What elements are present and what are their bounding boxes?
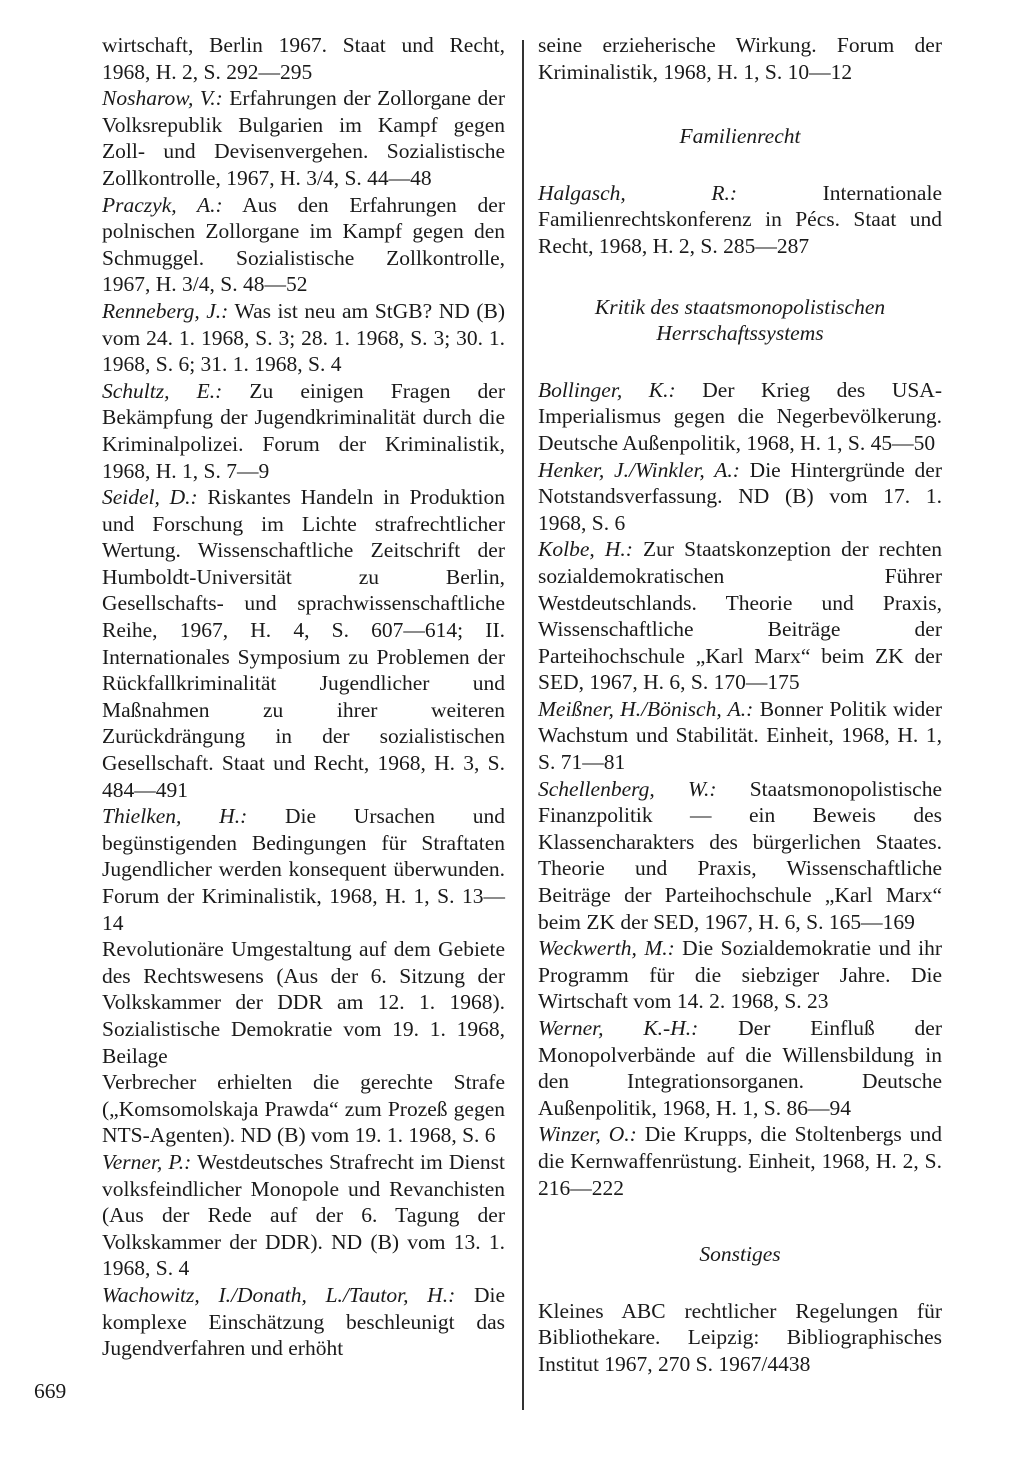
bib-entry: Thielken, H.: Die Ursachen und begünstigenden Bedingungen für Straftaten Jugendlicher werden konsequent überwunden. Forum der Kriminalistik, 1968, H. 1, S. 13—14	[102, 804, 505, 935]
bib-entry: Meißner, H./Bönisch, A.: Bonner Politik wider Wachstum und Stabilität. Einheit, 1968, H. 1, S. 71—81	[538, 696, 943, 775]
bib-entry: Schultz, E.: Zu einigen Fragen der Bekämpfung der Jugendkriminalität durch die Kriminalpolizei. Forum der Kriminalistik, 1968, H. 1, S. 7—9	[102, 378, 506, 483]
bib-entry: Wachowitz, I./Donath, L./Tautor, H.: Die komplexe Einschätzung beschleunigt das Jugendverfahren und erhöht	[102, 1282, 505, 1361]
bib-entry: wirtschaft, Berlin 1967. Staat und Recht, 1968, H. 2, S. 292—295	[102, 33, 505, 84]
bib-entry: Kleines ABC rechtlicher Regelungen für Bibliothekare. Leipzig: Bibliographisches Institut 1967, 270 S. 1967/4438	[538, 1298, 942, 1376]
bib-entry: Schellenberg, W.: Staatsmonopolistische Finanzpolitik — ein Beweis des Klassencharakters des bürgerlichen Staates. Theorie und Praxis, Wissenschaftliche Beiträge der Parteihochschule „Karl Marx“ beim ZK der SED, 1967, H. 6, S. 165—169	[538, 776, 942, 934]
bib-entry: Nosharow, V.: Erfahrungen der Zollorgane der Volksrepublik Bulgarien im Kampf gegen Zoll- und Devisenvergehen. Sozialistische Zollkontrolle, 1967, H. 3/4, S. 44—48	[102, 86, 505, 190]
section-heading-sonstiges: Sonstiges	[699, 1242, 781, 1267]
bib-entry: Winzer, O.: Die Krupps, die Stoltenbergs und die Kernwaffenrüstung. Einheit, 1968, H. 2, S. 216—222	[538, 1122, 943, 1200]
bib-entry: Werner, K.-H.: Der Einfluß der Monopolverbände auf die Willensbildung in den Integrationsorganen. Deutsche Außenpolitik, 1968, H. 1, S. 86—94	[538, 1016, 943, 1120]
section-heading-kritik-line1: Kritik des staatsmonopolistischen	[594, 294, 886, 319]
left-column	[102, 32, 505, 1362]
bib-entry: Revolutionäre Umgestaltung auf dem Gebiete des Rechtswesens (Aus der 6. Sitzung der Volkskammer der DDR am 12. 1. 1968). Sozialistische Demokratie vom 19. 1. 1968, Beilage	[102, 937, 505, 1068]
section-heading-familienrecht: Familienrecht	[679, 124, 801, 149]
bib-entry: Henker, J./Winkler, A.: Die Hintergründe der Notstandsverfassung. ND (B) vom 17. 1. 1968, S. 6	[538, 457, 942, 535]
bib-entry: Kolbe, H.: Zur Staatskonzeption der rechten sozialdemokratischen Führer Westdeutschlands. Theorie und Praxis, Wissenschaftliche Beiträge der Parteihochschule „Karl Marx“ beim ZK der SED, 1967, H. 6, S. 170—175	[538, 537, 942, 695]
bib-entry: Weckwerth, M.: Die Sozialdemokratie und ihr Programm für die siebziger Jahre. Die Wirtschaft vom 14. 2. 1968, S. 23	[538, 936, 943, 1014]
section-heading-kritik-line2: Herrschaftssystems	[656, 321, 824, 346]
bib-entry: Praczyk, A.: Aus den Erfahrungen der polnischen Zollorgane im Kampf gegen den Schmuggel. Sozialistische Zollkontrolle, 1967, H. 3/4, S. 48—52	[102, 192, 505, 297]
page-number: 669	[34, 1379, 67, 1403]
bib-entry: Verner, P.: Westdeutsches Strafrecht im Dienst volksfeindlicher Monopole und Revanchisten (Aus der Rede auf der 6. Tagung der Volkskammer der DDR). ND (B) vom 13. 1. 1968, S. 4	[102, 1149, 505, 1281]
column-divider	[522, 40, 524, 1410]
bib-entry-continuation: seine erzieherische Wirkung. Forum der Kriminalistik, 1968, H. 1, S. 10—12	[538, 33, 942, 84]
bib-entry: Verbrecher erhielten die gerechte Strafe („Komsomolskaja Prawda“ zum Prozeß gegen NTS-Agenten). ND (B) vom 19. 1. 1968, S. 6	[102, 1070, 505, 1148]
section-heading-kritik	[538, 294, 942, 347]
bib-entry: Renneberg, J.: Was ist neu am StGB? ND (B) vom 24. 1. 1968, S. 3; 28. 1. 1968, S. 3; 30. 1. 1968, S. 6; 31. 1. 1968, S. 4	[102, 298, 505, 377]
right-column	[538, 32, 942, 1378]
bib-entry: Bollinger, K.: Der Krieg des USA-Imperialismus gegen die Negerbevölkerung. Deutsche Außenpolitik, 1968, H. 1, S. 45—50	[538, 377, 942, 455]
bib-entry: Seidel, D.: Riskantes Handeln in Produktion und Forschung im Lichte strafrechtlicher Wertung. Wissenschaftliche Zeitschrift der Humboldt-Universität zu Berlin, Gesellschafts- und sprachwissenschaftliche Reihe, 1967, H. 4, S. 607—614; II. Internationales Symposium zu Problemen der Rückfallkriminalität Jugendlicher und Maßnahmen zu ihrer weiteren Zurückdrängung in der sozialistischen Gesellschaft. Staat und Recht, 1968, H. 3, S. 484—491	[102, 485, 506, 802]
bib-entry: Halgasch, R.: Internationale Familienrechtskonferenz in Pécs. Staat und Recht, 1968, H. 2, S. 285—287	[538, 180, 942, 258]
